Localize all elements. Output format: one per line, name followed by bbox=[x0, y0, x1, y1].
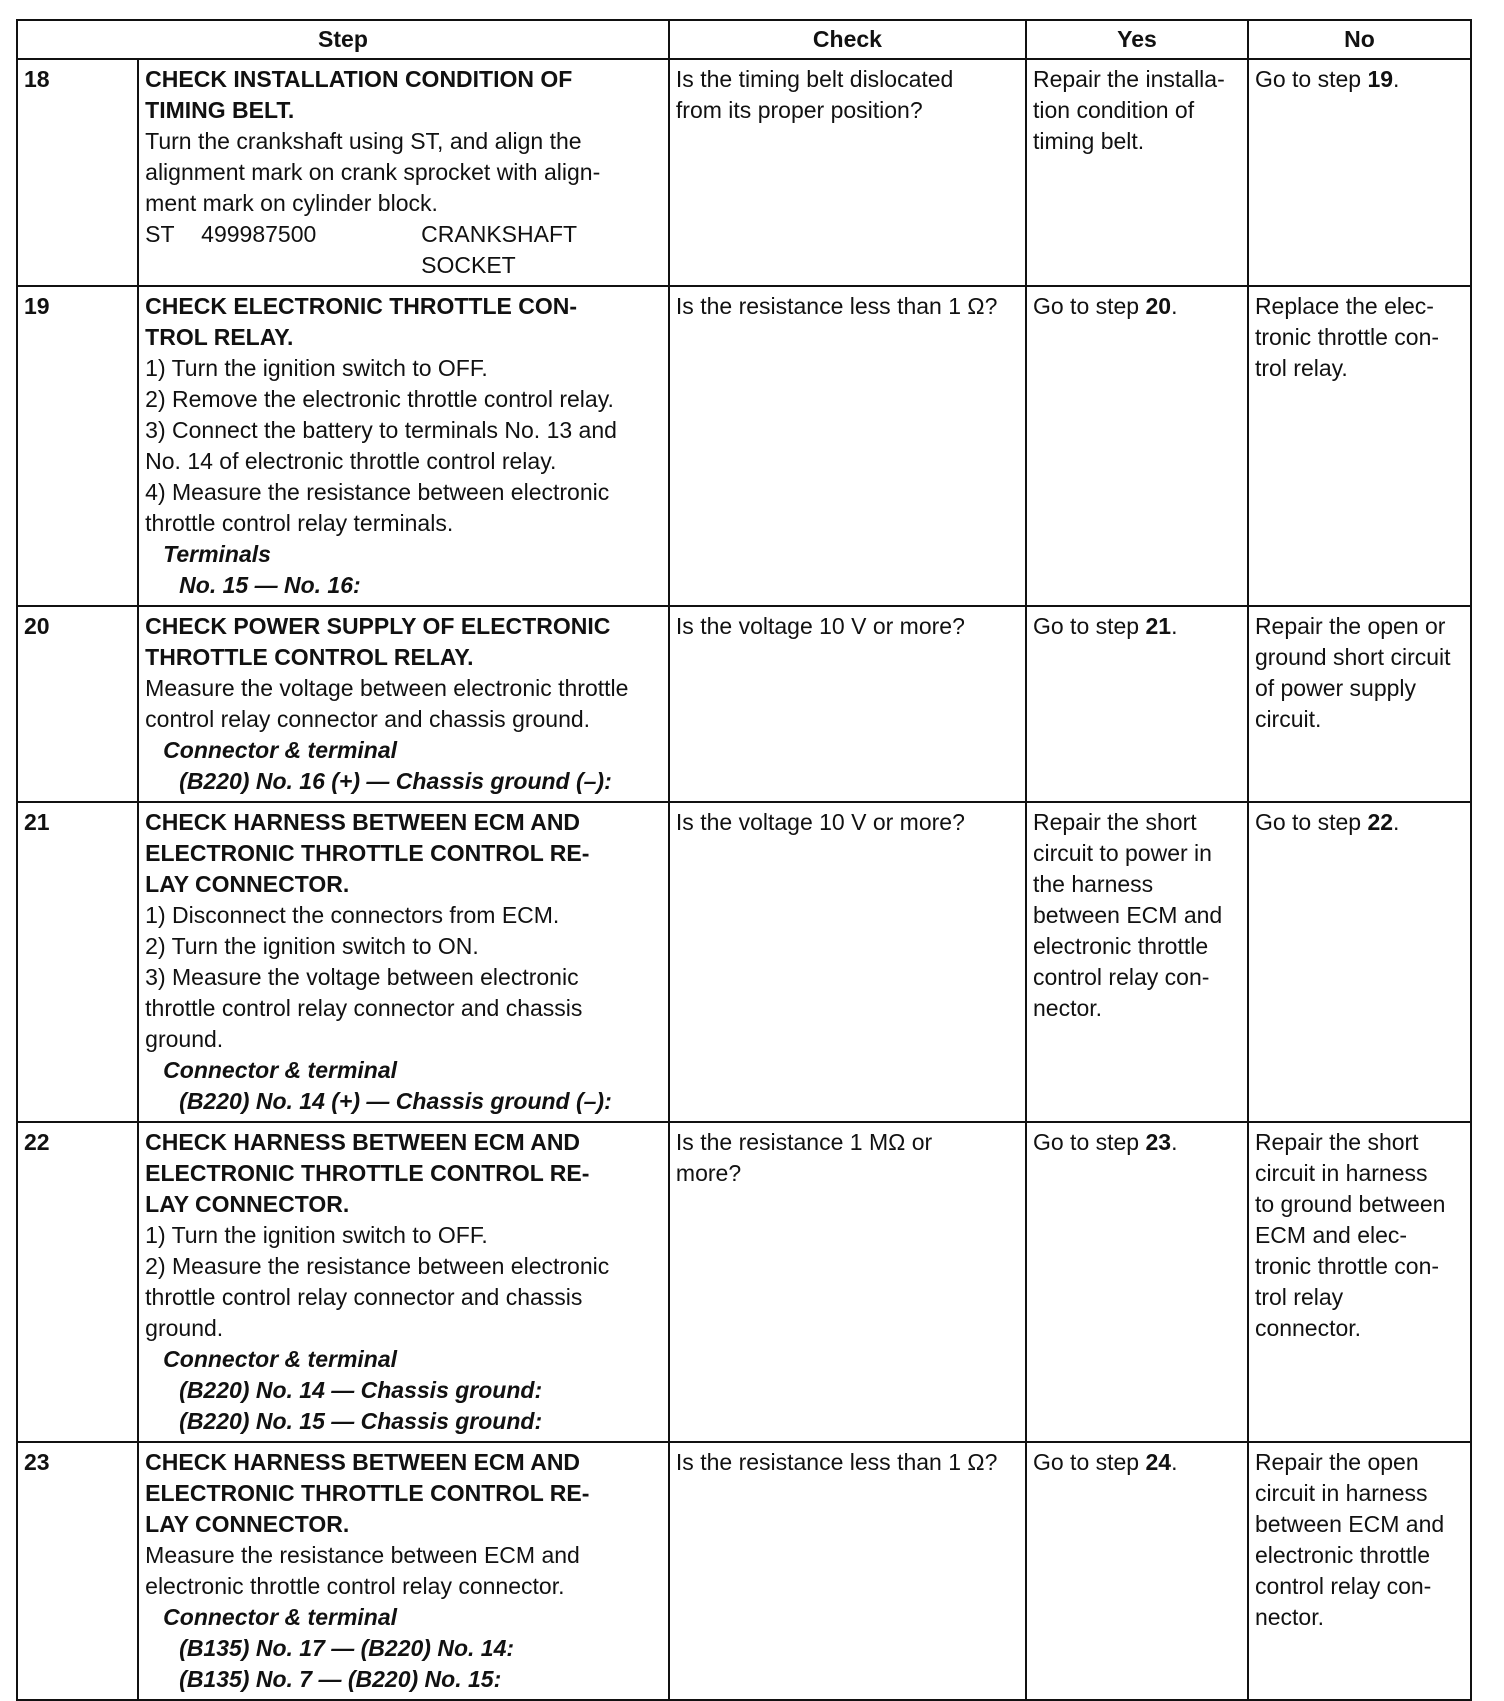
step-instruction: 1) Disconnect the connectors from ECM. bbox=[145, 902, 560, 928]
no-text: Go to step bbox=[1254, 66, 1368, 92]
step-instruction: Measure the resistance between ECM and bbox=[145, 1542, 580, 1568]
yes-text: tion condition of bbox=[1032, 97, 1195, 123]
table-row bbox=[17, 286, 1471, 606]
yes-text: nector. bbox=[1032, 995, 1103, 1021]
step-title: TROL RELAY. bbox=[145, 324, 294, 350]
step-instruction: ground. bbox=[145, 1315, 224, 1341]
step-reference: 24 bbox=[1145, 1449, 1172, 1475]
no-text: . bbox=[1393, 66, 1400, 92]
step-instruction: ment mark on cylinder block. bbox=[145, 190, 438, 216]
no-text: ground short circuit bbox=[1254, 644, 1451, 670]
special-tool-part-number: 499987500 bbox=[201, 221, 317, 247]
no-text: Repair the open bbox=[1254, 1449, 1419, 1475]
check-cell bbox=[669, 1122, 1026, 1442]
step-title: CHECK HARNESS BETWEEN ECM AND bbox=[145, 1449, 581, 1475]
yes-text: Repair the installa- bbox=[1032, 66, 1225, 92]
no-text: Replace the elec- bbox=[1254, 293, 1434, 319]
yes-text: Go to step bbox=[1032, 1449, 1146, 1475]
yes-cell bbox=[1026, 802, 1248, 1122]
step-instruction: control relay connector and chassis ground. bbox=[145, 706, 591, 732]
header-step: Step bbox=[17, 20, 669, 59]
yes-text: timing belt. bbox=[1032, 128, 1145, 154]
step-title: ELECTRONIC THROTTLE CONTROL RE- bbox=[145, 840, 590, 866]
step-title: THROTTLE CONTROL RELAY. bbox=[145, 644, 474, 670]
no-text: connector. bbox=[1254, 1315, 1362, 1341]
header-row bbox=[17, 20, 1471, 59]
step-number: 20 bbox=[17, 606, 138, 802]
step-description bbox=[138, 59, 669, 286]
yes-text: . bbox=[1171, 1449, 1178, 1475]
special-tool-line bbox=[145, 219, 662, 250]
step-title: LAY CONNECTOR. bbox=[145, 1511, 350, 1537]
step-description bbox=[138, 802, 669, 1122]
step-title: CHECK INSTALLATION CONDITION OF bbox=[145, 66, 573, 92]
step-instruction: 2) Remove the electronic throttle control relay. bbox=[145, 386, 614, 412]
step-title: LAY CONNECTOR. bbox=[145, 1191, 350, 1217]
no-cell bbox=[1248, 1442, 1471, 1700]
yes-text: Go to step bbox=[1032, 613, 1146, 639]
check-cell bbox=[669, 802, 1026, 1122]
step-title: CHECK HARNESS BETWEEN ECM AND bbox=[145, 809, 581, 835]
yes-cell bbox=[1026, 1122, 1248, 1442]
step-reference: 21 bbox=[1145, 613, 1172, 639]
special-tool-line bbox=[145, 250, 662, 281]
yes-cell bbox=[1026, 59, 1248, 286]
spec-heading: Connector & terminal bbox=[163, 1057, 398, 1083]
spec-value: (B220) No. 14 (+) — Chassis ground (–): bbox=[179, 1088, 612, 1114]
check-text: from its proper position? bbox=[675, 97, 923, 123]
header-yes: Yes bbox=[1026, 20, 1248, 59]
step-instruction: 4) Measure the resistance between electronic bbox=[145, 479, 610, 505]
spec-heading: Connector & terminal bbox=[163, 1604, 398, 1630]
yes-cell bbox=[1026, 1442, 1248, 1700]
check-cell bbox=[669, 1442, 1026, 1700]
step-description bbox=[138, 286, 669, 606]
no-text: control relay con- bbox=[1254, 1573, 1432, 1599]
no-cell bbox=[1248, 606, 1471, 802]
spec-heading: Connector & terminal bbox=[163, 1346, 398, 1372]
step-instruction: 3) Measure the voltage between electronic bbox=[145, 964, 579, 990]
yes-text: . bbox=[1171, 613, 1178, 639]
no-text: circuit in harness bbox=[1254, 1480, 1428, 1506]
yes-text: Repair the short bbox=[1032, 809, 1197, 835]
header-no: No bbox=[1248, 20, 1471, 59]
no-text: to ground between bbox=[1254, 1191, 1446, 1217]
step-instruction: ground. bbox=[145, 1026, 224, 1052]
step-instruction: 3) Connect the battery to terminals No. 13 and bbox=[145, 417, 617, 443]
step-instruction: 1) Turn the ignition switch to OFF. bbox=[145, 1222, 488, 1248]
spec-value: (B135) No. 17 — (B220) No. 14: bbox=[179, 1635, 515, 1661]
no-cell bbox=[1248, 802, 1471, 1122]
step-title: CHECK ELECTRONIC THROTTLE CON- bbox=[145, 293, 578, 319]
spec-heading: Terminals bbox=[163, 541, 271, 567]
table-row bbox=[17, 1122, 1471, 1442]
special-tool-label: ST bbox=[145, 221, 175, 247]
table-row bbox=[17, 1442, 1471, 1700]
table-row bbox=[17, 606, 1471, 802]
no-text: electronic throttle bbox=[1254, 1542, 1431, 1568]
step-description bbox=[138, 606, 669, 802]
step-instruction: throttle control relay connector and chassis bbox=[145, 995, 583, 1021]
step-title: TIMING BELT. bbox=[145, 97, 295, 123]
no-text: tronic throttle con- bbox=[1254, 1253, 1440, 1279]
no-text: Repair the short bbox=[1254, 1129, 1419, 1155]
step-title: ELECTRONIC THROTTLE CONTROL RE- bbox=[145, 1480, 590, 1506]
check-text: Is the timing belt dislocated bbox=[675, 66, 954, 92]
step-description bbox=[138, 1442, 669, 1700]
yes-text: the harness bbox=[1032, 871, 1154, 897]
check-cell bbox=[669, 606, 1026, 802]
step-instruction: Turn the crankshaft using ST, and align the bbox=[145, 128, 582, 154]
no-text: ECM and elec- bbox=[1254, 1222, 1408, 1248]
no-text: tronic throttle con- bbox=[1254, 324, 1440, 350]
step-title: LAY CONNECTOR. bbox=[145, 871, 350, 897]
step-title: CHECK POWER SUPPLY OF ELECTRONIC bbox=[145, 613, 611, 639]
step-reference: 22 bbox=[1367, 809, 1394, 835]
no-text: trol relay bbox=[1254, 1284, 1344, 1310]
yes-text: circuit to power in bbox=[1032, 840, 1212, 866]
step-instruction: 2) Turn the ignition switch to ON. bbox=[145, 933, 479, 959]
yes-text: Go to step bbox=[1032, 293, 1146, 319]
check-text: Is the resistance less than 1 Ω? bbox=[675, 1449, 998, 1475]
step-number: 18 bbox=[17, 59, 138, 286]
check-text: Is the resistance 1 MΩ or bbox=[675, 1129, 933, 1155]
step-description bbox=[138, 1122, 669, 1442]
no-text: Go to step bbox=[1254, 809, 1368, 835]
yes-text: . bbox=[1171, 293, 1178, 319]
step-instruction: No. 14 of electronic throttle control relay. bbox=[145, 448, 557, 474]
no-text: Repair the open or bbox=[1254, 613, 1446, 639]
yes-cell bbox=[1026, 286, 1248, 606]
check-text: Is the voltage 10 V or more? bbox=[675, 809, 965, 835]
step-instruction: throttle control relay connector and chassis bbox=[145, 1284, 583, 1310]
check-text: more? bbox=[675, 1160, 742, 1186]
yes-text: . bbox=[1171, 1129, 1178, 1155]
step-number: 22 bbox=[17, 1122, 138, 1442]
header-check: Check bbox=[669, 20, 1026, 59]
step-title: ELECTRONIC THROTTLE CONTROL RE- bbox=[145, 1160, 590, 1186]
yes-text: between ECM and bbox=[1032, 902, 1223, 928]
table-row bbox=[17, 802, 1471, 1122]
yes-text: control relay con- bbox=[1032, 964, 1210, 990]
no-text: circuit in harness bbox=[1254, 1160, 1428, 1186]
no-cell bbox=[1248, 286, 1471, 606]
check-cell bbox=[669, 286, 1026, 606]
no-cell bbox=[1248, 1122, 1471, 1442]
yes-text: electronic throttle bbox=[1032, 933, 1209, 959]
no-text: . bbox=[1393, 809, 1400, 835]
step-instruction: throttle control relay terminals. bbox=[145, 510, 454, 536]
no-text: between ECM and bbox=[1254, 1511, 1445, 1537]
no-cell bbox=[1248, 59, 1471, 286]
step-title: CHECK HARNESS BETWEEN ECM AND bbox=[145, 1129, 581, 1155]
no-text: circuit. bbox=[1254, 706, 1322, 732]
check-text: Is the voltage 10 V or more? bbox=[675, 613, 965, 639]
special-tool-name: CRANKSHAFT bbox=[421, 221, 578, 247]
step-instruction: 1) Turn the ignition switch to OFF. bbox=[145, 355, 488, 381]
special-tool-name: SOCKET bbox=[421, 252, 516, 278]
check-text: Is the resistance less than 1 Ω? bbox=[675, 293, 998, 319]
table-row bbox=[17, 59, 1471, 286]
no-text: nector. bbox=[1254, 1604, 1324, 1630]
spec-heading: Connector & terminal bbox=[163, 737, 398, 763]
spec-value: (B135) No. 7 — (B220) No. 15: bbox=[179, 1666, 502, 1692]
step-instruction: electronic throttle control relay connector. bbox=[145, 1573, 565, 1599]
diagnostic-table bbox=[16, 19, 1472, 1701]
step-instruction: alignment mark on crank sprocket with align- bbox=[145, 159, 601, 185]
spec-value: (B220) No. 14 — Chassis ground: bbox=[179, 1377, 543, 1403]
step-reference: 20 bbox=[1145, 293, 1172, 319]
spec-value: No. 15 — No. 16: bbox=[179, 572, 361, 598]
spec-value: (B220) No. 15 — Chassis ground: bbox=[179, 1408, 543, 1434]
step-instruction: 2) Measure the resistance between electronic bbox=[145, 1253, 610, 1279]
yes-cell bbox=[1026, 606, 1248, 802]
step-number: 21 bbox=[17, 802, 138, 1122]
no-text: of power supply bbox=[1254, 675, 1417, 701]
step-number: 23 bbox=[17, 1442, 138, 1700]
step-reference: 23 bbox=[1145, 1129, 1172, 1155]
yes-text: Go to step bbox=[1032, 1129, 1146, 1155]
spec-value: (B220) No. 16 (+) — Chassis ground (–): bbox=[179, 768, 612, 794]
step-instruction: Measure the voltage between electronic throttle bbox=[145, 675, 629, 701]
check-cell bbox=[669, 59, 1026, 286]
no-text: trol relay. bbox=[1254, 355, 1348, 381]
step-reference: 19 bbox=[1367, 66, 1394, 92]
step-number: 19 bbox=[17, 286, 138, 606]
